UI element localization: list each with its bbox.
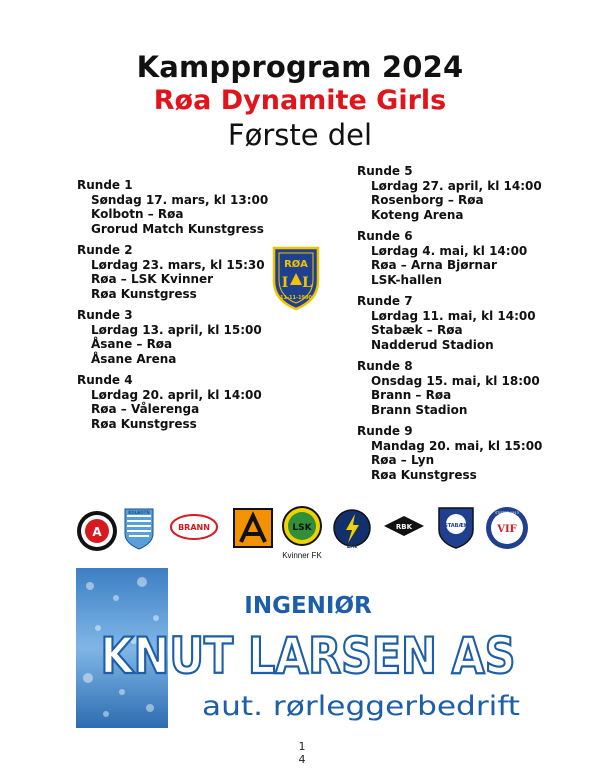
rosenborg-logo — [382, 514, 426, 538]
fixture-venue: Brann Stadion — [371, 402, 468, 417]
lsk-kvinner-logo — [280, 506, 324, 560]
fixture-date: Lørdag 4. mai, kl 14:00 — [371, 243, 528, 258]
fixture-venue: Koteng Arena — [371, 207, 464, 222]
fixture-venue: Åsane Arena — [91, 351, 177, 366]
fixtures-left-column — [77, 178, 277, 438]
round-heading: Runde 6 — [357, 229, 413, 243]
club-logos-row — [75, 504, 535, 564]
svg-text:Kvinner FK: Kvinner FK — [282, 551, 322, 560]
fixture-match: Rosenborg – Røa — [371, 193, 484, 207]
round-heading: Runde 4 — [77, 373, 133, 387]
fixtures-right-column — [357, 164, 567, 489]
sponsor-line2: KNUT LARSEN AS — [100, 627, 516, 685]
asane-logo — [233, 508, 273, 548]
page-title: Kampprogram 2024 — [136, 50, 464, 84]
fixture-match: Røa – LSK Kvinner — [91, 272, 214, 286]
fixture-date: Lørdag 11. mai, kl 14:00 — [371, 308, 536, 323]
fixture-venue: Røa Kunstgress — [91, 286, 197, 301]
fixture-match: Røa – Arna Bjørnar — [371, 258, 497, 272]
svg-text:A: A — [92, 525, 102, 539]
lyn-logo — [333, 508, 371, 550]
round-heading: Runde 1 — [77, 178, 133, 192]
stabaek-logo — [437, 506, 475, 550]
team-name: Røa Dynamite Girls — [153, 85, 447, 116]
fixture-date: Mandag 20. mai, kl 15:00 — [371, 438, 543, 453]
fixture-match: Brann – Røa — [371, 388, 452, 402]
fixture-date: Lørdag 23. mars, kl 15:30 — [91, 257, 265, 272]
round-heading: Runde 5 — [357, 164, 413, 178]
round-heading: Runde 8 — [357, 359, 413, 373]
fixture-match: Kolbotn – Røa — [91, 207, 184, 221]
fixture-date: Søndag 17. mars, kl 13:00 — [91, 192, 269, 207]
fixture-venue: Røa Kunstgress — [371, 467, 477, 482]
roa-crest-logo — [270, 245, 322, 311]
crest-initial-left: I — [281, 275, 289, 291]
fixture-round — [357, 359, 567, 417]
fixture-round — [77, 243, 277, 301]
fixture-round — [357, 229, 567, 287]
fixture-round — [77, 308, 277, 366]
crest-text: RØA — [284, 259, 308, 270]
fixture-round — [77, 373, 277, 431]
fixture-round — [357, 294, 567, 352]
fixture-match: Røa – Lyn — [371, 453, 435, 467]
svg-text:VIF: VIF — [497, 524, 517, 535]
fixture-round — [77, 178, 277, 236]
fixture-venue: Grorud Match Kunstgress — [91, 221, 264, 236]
sponsor-banner — [76, 568, 526, 728]
kolbotn-logo — [124, 508, 154, 550]
valerenga-logo — [485, 506, 529, 550]
svg-text:BRANN: BRANN — [178, 523, 210, 532]
round-heading: Runde 3 — [77, 308, 133, 322]
svg-text:RBK: RBK — [395, 523, 413, 531]
fixture-round — [357, 424, 567, 482]
fixture-date: Lørdag 27. april, kl 14:00 — [371, 178, 542, 193]
fixture-venue: Røa Kunstgress — [91, 416, 197, 431]
fixture-venue: Nadderud Stadion — [371, 337, 494, 352]
svg-text:STIFTET 1913: STIFTET 1913 — [495, 511, 519, 515]
svg-text:LSK: LSK — [292, 523, 312, 533]
fixture-date: Lørdag 20. april, kl 14:00 — [91, 387, 262, 402]
fixture-match: Åsane – Røa — [91, 337, 173, 351]
fixture-venue: LSK-hallen — [371, 272, 443, 287]
brann-logo — [170, 514, 218, 540]
fixture-round — [357, 164, 567, 222]
crest-date: 11-11-1900 — [280, 295, 312, 301]
page-number: 1 4 — [298, 740, 306, 766]
crest-initial-right: L — [302, 275, 312, 291]
svg-text:KOLBOTN: KOLBOTN — [128, 510, 150, 515]
svg-text:STABÆK: STABÆK — [444, 523, 468, 529]
fixture-match: Røa – Vålerenga — [91, 402, 200, 416]
fixture-date: Onsdag 15. mai, kl 18:00 — [371, 373, 540, 388]
season-part: Første del — [227, 118, 373, 152]
fixture-match: Stabæk – Røa — [371, 323, 463, 337]
sponsor-line3: aut. rørleggerbedrift — [202, 691, 520, 722]
round-heading: Runde 2 — [77, 243, 133, 257]
round-heading: Runde 9 — [357, 424, 413, 438]
fixture-date: Lørdag 13. april, kl 15:00 — [91, 322, 262, 337]
sponsor-line1: INGENIØR — [244, 593, 372, 619]
svg-text:LYN: LYN — [346, 544, 358, 550]
aa-club-logo — [75, 509, 119, 553]
round-heading: Runde 7 — [357, 294, 413, 308]
